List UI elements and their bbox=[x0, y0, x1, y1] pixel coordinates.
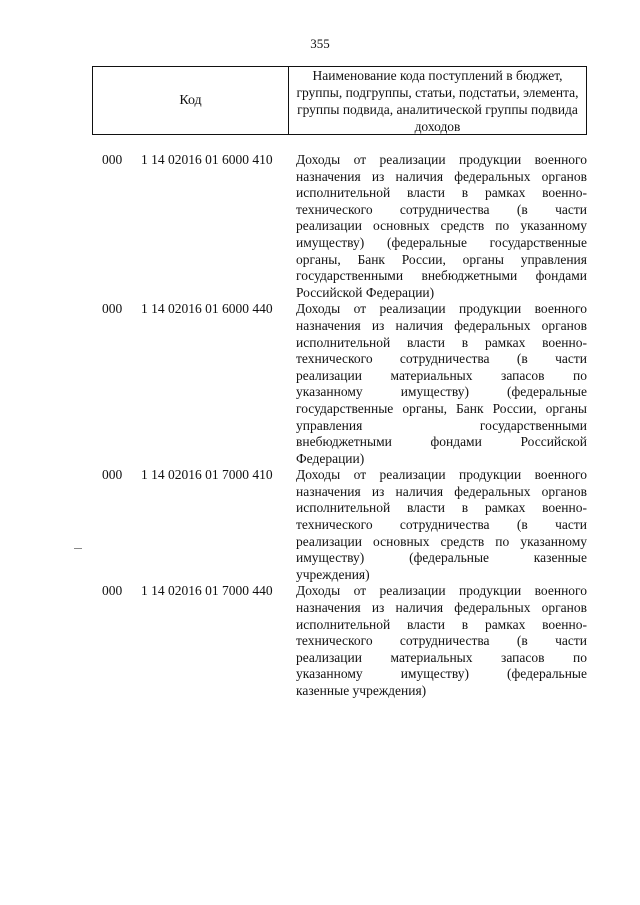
description-line: Доходы от реализации продукции военного bbox=[296, 583, 587, 599]
header-name-cell: Наименование кода поступлений в бюджет, группы, подгруппы, статьи, подстатьи, элемента, группы подвида, аналитической группы подвида доходов bbox=[296, 67, 579, 134]
description-line: имуществу) (федеральные государственные bbox=[296, 234, 587, 250]
revenue-description bbox=[296, 301, 587, 467]
description-line: технического сотрудничества (в части bbox=[296, 351, 587, 367]
description-line: исполнительной власти в рамках военно- bbox=[296, 616, 587, 632]
table-row bbox=[0, 152, 640, 301]
revenue-description bbox=[296, 152, 587, 301]
revenue-code: 1 14 02016 01 7000 440 bbox=[141, 583, 273, 599]
description-line: реализации материальных запасов по bbox=[296, 367, 587, 383]
revenue-description bbox=[296, 583, 587, 699]
description-line: имуществу) (федеральные казенные bbox=[296, 550, 587, 566]
revenue-code: 1 14 02016 01 6000 410 bbox=[141, 152, 273, 167]
description-line: назначения из наличия федеральных органов bbox=[296, 317, 587, 333]
table-row bbox=[0, 301, 640, 467]
description-line: технического сотрудничества (в части bbox=[296, 633, 587, 649]
description-line: внебюджетными фондами Российской bbox=[296, 434, 587, 450]
description-line: Федерации) bbox=[296, 450, 365, 466]
table-row bbox=[0, 467, 640, 583]
revenue-code: 1 14 02016 01 7000 410 bbox=[141, 467, 273, 483]
admin-code: 000 bbox=[102, 583, 123, 599]
description-line: Доходы от реализации продукции военного bbox=[296, 152, 587, 167]
admin-code: 000 bbox=[102, 467, 123, 483]
description-line: учреждения) bbox=[296, 566, 370, 582]
description-line: реализации материальных запасов по bbox=[296, 649, 587, 665]
description-line: назначения из наличия федеральных органов bbox=[296, 168, 587, 184]
description-line: реализации основных средств по указанному bbox=[296, 218, 587, 234]
table-row bbox=[0, 583, 640, 699]
description-line: указанному имуществу) (федеральные bbox=[296, 666, 587, 682]
description-line: технического сотрудничества (в части bbox=[296, 201, 587, 217]
description-line: указанному имуществу) (федеральные bbox=[296, 384, 587, 400]
admin-code: 000 bbox=[102, 152, 123, 167]
entries-list bbox=[0, 152, 640, 700]
description-line: Доходы от реализации продукции военного bbox=[296, 301, 587, 317]
description-line: исполнительной власти в рамках военно- bbox=[296, 334, 587, 350]
description-line: Доходы от реализации продукции военного bbox=[296, 467, 587, 483]
description-line: исполнительной власти в рамках военно- bbox=[296, 500, 587, 516]
admin-code: 000 bbox=[102, 301, 123, 317]
revenue-code: 1 14 02016 01 6000 440 bbox=[141, 301, 273, 317]
description-line: органы, Банк России, органы управления bbox=[296, 251, 587, 267]
description-line: реализации основных средств по указанному bbox=[296, 533, 587, 549]
page-number: 355 bbox=[310, 36, 330, 51]
header-code-cell: Код bbox=[93, 67, 289, 134]
description-line: государственные органы, Банк России, органы bbox=[296, 400, 587, 416]
description-line: назначения из наличия федеральных органов bbox=[296, 600, 587, 616]
table-header bbox=[92, 66, 587, 135]
description-line: Российской Федерации) bbox=[296, 284, 435, 300]
description-line: назначения из наличия федеральных органов bbox=[296, 483, 587, 499]
description-line: казенные учреждения) bbox=[296, 683, 427, 698]
description-line: управления государственными bbox=[296, 417, 587, 433]
description-line: исполнительной власти в рамках военно- bbox=[296, 185, 587, 201]
revenue-description bbox=[296, 467, 587, 583]
description-line: технического сотрудничества (в части bbox=[296, 517, 587, 533]
description-line: государственными внебюджетными фондами bbox=[296, 268, 587, 284]
